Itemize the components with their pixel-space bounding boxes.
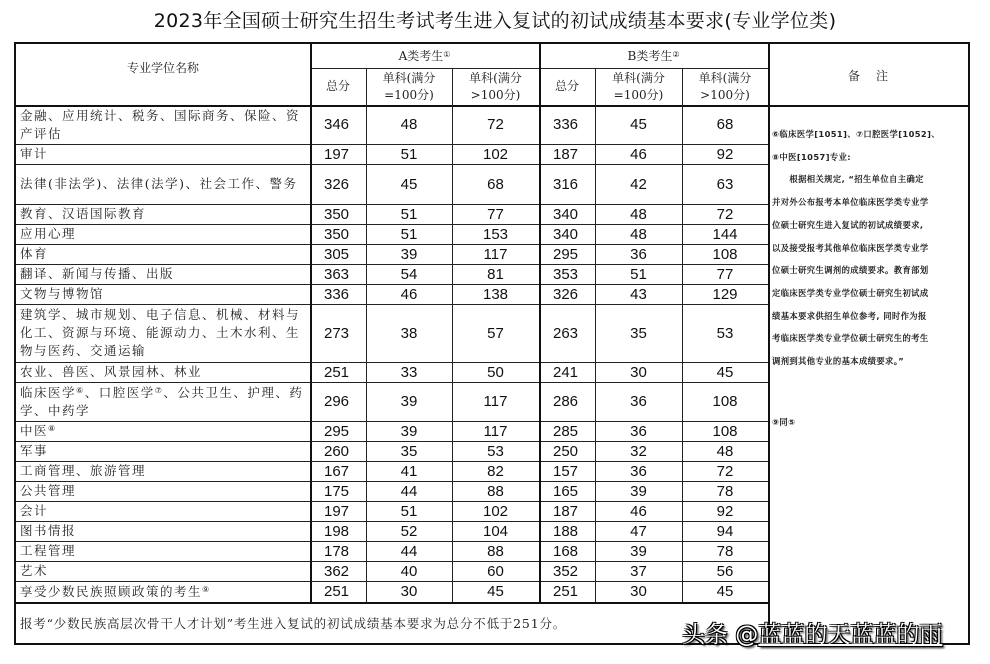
score-b-total: 352 <box>553 562 579 580</box>
score-table <box>14 42 970 645</box>
score-b-gt100: 68 <box>716 116 734 133</box>
score-a-eq100: 38 <box>400 324 418 342</box>
remarks-line: ⑧中医[1057]专业: <box>772 151 852 162</box>
header-group-b <box>539 44 768 68</box>
footnote-mark: ⑥ <box>76 385 85 395</box>
program-name: 艺术 <box>20 563 49 578</box>
score-a-total: 350 <box>324 205 350 223</box>
score-a-total: 295 <box>324 422 350 440</box>
score-a-eq100: 54 <box>400 265 418 283</box>
score-a-gt100: 50 <box>487 363 504 381</box>
score-b-eq100: 30 <box>630 583 647 600</box>
score-a-eq100: 44 <box>400 482 418 500</box>
score-a-total: 363 <box>324 265 350 283</box>
score-b-eq100: 51 <box>630 265 647 283</box>
header-b-single-gt100 <box>682 68 768 105</box>
score-a-total: 362 <box>324 562 350 580</box>
score-a-gt100: 117 <box>483 245 508 263</box>
score-b-total: 340 <box>553 225 579 243</box>
score-a-eq100: 41 <box>400 462 418 480</box>
row-divider <box>16 541 768 542</box>
score-a-eq100: 33 <box>400 363 418 381</box>
score-b-total: 263 <box>553 324 579 342</box>
program-name: 法律(非法学)、法律(法学)、社会工作、警务 <box>20 176 298 191</box>
header-line: >100分) <box>700 87 750 102</box>
score-b-total: 336 <box>553 116 579 133</box>
remarks-line: 以及接受报考其他单位临床医学类专业学 <box>772 242 929 253</box>
score-a-eq100: 51 <box>400 502 418 520</box>
header-program-name: 专业学位名称 <box>126 61 199 75</box>
remarks-note9: ⑨同⑤ <box>772 417 796 427</box>
program-name: 工商管理、旅游管理 <box>20 463 147 478</box>
score-a-gt100: 102 <box>482 502 509 520</box>
column-divider <box>682 68 683 602</box>
header-a-total: 总分 <box>325 79 350 93</box>
score-b-gt100: 129 <box>712 285 738 303</box>
watermark-handle: 蓝蓝的天蓝蓝的雨 <box>758 622 943 648</box>
row-divider <box>16 581 768 582</box>
header-line: >100分) <box>470 87 521 102</box>
row-divider <box>16 461 768 462</box>
row-divider <box>16 421 768 422</box>
score-b-eq100: 36 <box>630 422 647 440</box>
group-b-footnote-mark: ② <box>672 49 680 59</box>
column-divider <box>768 44 770 643</box>
program-name: 翻译、新闻与传播、出版 <box>20 266 175 281</box>
score-a-gt100: 68 <box>487 175 504 193</box>
score-b-eq100: 36 <box>630 393 647 410</box>
score-a-eq100: 30 <box>400 583 418 600</box>
table-row-name <box>16 581 310 602</box>
footnote-mark: ⑧ <box>48 424 57 433</box>
header-line: 单科(满分 <box>612 70 665 85</box>
program-name: 农业、兽医、风景园林、林业 <box>20 364 203 379</box>
program-name: 享受少数民族照顾政策的考生⑨ <box>20 583 211 599</box>
group-b-label: B类考生 <box>627 48 673 63</box>
score-a-gt100: 102 <box>482 145 509 163</box>
score-b-eq100: 42 <box>630 175 647 193</box>
score-b-total: 165 <box>553 482 579 500</box>
score-a-total: 336 <box>324 285 350 303</box>
footnote-mark: ⑨ <box>202 584 211 594</box>
score-a-eq100: 40 <box>400 562 418 580</box>
score-a-eq100: 39 <box>400 422 418 440</box>
score-b-eq100: 35 <box>630 324 647 342</box>
score-a-eq100: 52 <box>400 522 418 540</box>
program-name: 图书情报 <box>20 523 77 538</box>
row-divider <box>16 144 768 145</box>
row-divider <box>16 264 768 265</box>
score-a-eq100: 51 <box>400 205 418 223</box>
table-row-name <box>16 421 310 441</box>
program-name: 教育、汉语国际教育 <box>20 206 147 221</box>
score-b-gt100: 45 <box>716 363 734 381</box>
row-divider <box>16 481 768 482</box>
score-a-gt100: 138 <box>482 285 509 303</box>
score-b-eq100: 32 <box>630 442 647 460</box>
program-name: 中医⑧ <box>20 423 57 438</box>
score-b-gt100: 45 <box>716 583 734 600</box>
remarks-line: 调剂到其他专业的基本成绩要求。” <box>772 356 905 367</box>
score-a-eq100: 48 <box>400 116 418 133</box>
table-row-name <box>16 521 310 541</box>
program-name: 金融、应用统计、税务、国际商务、保险、资产评估 <box>20 107 301 141</box>
header-a-single-eq100 <box>366 68 452 105</box>
score-a-total: 296 <box>324 393 350 410</box>
header-a-single-gt100 <box>452 68 539 105</box>
table-row-name <box>16 264 310 284</box>
score-b-total: 241 <box>553 363 579 381</box>
score-b-eq100: 48 <box>630 205 647 223</box>
score-b-gt100: 78 <box>716 482 734 500</box>
column-divider <box>366 68 367 602</box>
score-b-total: 251 <box>553 583 579 600</box>
score-a-eq100: 44 <box>400 542 418 560</box>
score-b-eq100: 43 <box>630 285 647 303</box>
score-b-total: 353 <box>553 265 579 283</box>
row-divider <box>16 501 768 502</box>
table-row-name <box>16 284 310 304</box>
score-b-total: 187 <box>553 502 579 520</box>
footer-note: 报考“少数民族高层次骨干人才计划”考生进入复试的初试成绩基本要求为总分不低于251分。 <box>20 615 567 631</box>
score-a-total: 197 <box>324 502 350 520</box>
score-a-total: 251 <box>324 363 350 381</box>
header-remarks: 备 注 <box>847 69 890 83</box>
row-divider <box>16 362 768 363</box>
score-b-eq100: 46 <box>630 502 647 520</box>
score-a-eq100: 51 <box>400 145 418 163</box>
score-b-eq100: 36 <box>630 245 647 263</box>
remarks-line: 根据相关规定, “招生单位自主确定 <box>772 174 924 185</box>
score-a-total: 175 <box>324 482 350 500</box>
page-title: 2023年全国硕士研究生招生考试考生进入复试的初试成绩基本要求(专业学位类) <box>153 10 837 32</box>
remarks-line: 考临床医学类专业学位硕士研究生的考生 <box>772 333 929 344</box>
table-row-name <box>16 105 310 144</box>
score-a-total: 197 <box>324 145 350 163</box>
score-b-gt100: 53 <box>716 324 734 342</box>
header-line: =100分) <box>384 87 434 102</box>
program-name: 会计 <box>20 503 49 518</box>
row-divider <box>16 441 768 442</box>
score-b-eq100: 46 <box>630 145 647 163</box>
score-a-total: 260 <box>324 442 350 460</box>
score-b-eq100: 37 <box>630 562 647 580</box>
row-divider <box>16 164 768 165</box>
score-b-gt100: 48 <box>716 442 734 460</box>
score-a-total: 326 <box>324 175 350 193</box>
score-a-total: 167 <box>324 462 350 480</box>
score-a-gt100: 60 <box>487 562 504 580</box>
score-a-gt100: 81 <box>487 265 504 283</box>
score-a-gt100: 77 <box>487 205 504 223</box>
program-name: 体育 <box>20 246 49 261</box>
row-divider <box>16 602 768 604</box>
score-a-gt100: 117 <box>483 393 508 410</box>
table-row-name <box>16 224 310 244</box>
score-a-total: 350 <box>324 225 350 243</box>
score-a-eq100: 46 <box>400 285 418 303</box>
table-row-name <box>16 244 310 264</box>
header-b-single-eq100 <box>595 68 682 105</box>
column-divider <box>595 68 596 602</box>
score-b-eq100: 45 <box>630 116 647 133</box>
row-divider <box>16 382 768 383</box>
table-row-name <box>16 204 310 224</box>
score-b-gt100: 94 <box>716 522 734 540</box>
score-b-eq100: 47 <box>630 522 647 540</box>
program-name: 临床医学⑥、口腔医学⑦、公共卫生、护理、药学、中药学 <box>20 384 304 418</box>
score-a-total: 198 <box>324 522 350 540</box>
table-row-name <box>16 304 310 362</box>
table-row-name <box>16 541 310 561</box>
score-b-total: 157 <box>553 462 579 480</box>
score-a-gt100: 117 <box>483 422 508 440</box>
watermark <box>682 616 942 649</box>
score-a-gt100: 72 <box>487 116 504 133</box>
program-name: 审计 <box>20 146 49 161</box>
table-row-name <box>16 362 310 382</box>
score-a-eq100: 35 <box>400 442 418 460</box>
row-divider <box>16 284 768 285</box>
table-row-name <box>16 461 310 481</box>
group-a-footnote-mark: ① <box>443 49 451 59</box>
score-b-total: 250 <box>553 442 579 460</box>
column-divider <box>310 44 312 602</box>
score-a-gt100: 57 <box>487 324 504 342</box>
remarks-line: 绩基本要求供招生单位参考, 同时作为报 <box>772 310 927 321</box>
score-a-total: 346 <box>324 116 350 133</box>
column-divider <box>452 68 453 602</box>
score-b-gt100: 92 <box>716 502 734 520</box>
row-divider <box>16 224 768 225</box>
score-b-eq100: 30 <box>630 363 647 381</box>
score-b-total: 188 <box>553 522 579 540</box>
row-divider <box>16 105 970 107</box>
table-row-name <box>16 561 310 581</box>
program-name: 文物与博物馆 <box>20 286 105 301</box>
score-b-total: 187 <box>553 145 579 163</box>
score-a-gt100: 88 <box>487 482 504 500</box>
score-b-total: 285 <box>553 422 579 440</box>
score-b-eq100: 39 <box>630 542 647 560</box>
score-a-eq100: 51 <box>400 225 418 243</box>
score-a-total: 251 <box>324 583 350 600</box>
score-a-eq100: 45 <box>400 175 418 193</box>
row-divider <box>16 561 768 562</box>
score-b-gt100: 63 <box>716 175 734 193</box>
score-b-eq100: 36 <box>630 462 647 480</box>
score-b-gt100: 108 <box>712 393 738 410</box>
score-a-gt100: 45 <box>487 583 504 600</box>
score-b-gt100: 56 <box>716 562 734 580</box>
table-row-name <box>16 144 310 164</box>
table-row-name <box>16 441 310 461</box>
table-row-name <box>16 382 310 421</box>
score-a-eq100: 39 <box>400 393 418 410</box>
program-name: 公共管理 <box>20 483 77 498</box>
score-b-gt100: 144 <box>712 225 738 243</box>
row-divider <box>16 521 768 522</box>
score-b-eq100: 39 <box>630 482 647 500</box>
score-b-gt100: 77 <box>716 265 734 283</box>
remarks-line: ⑥临床医学[1051]、⑦口腔医学[1052]、 <box>772 129 940 139</box>
group-a-label: A类考生 <box>398 48 444 63</box>
row-divider <box>16 204 768 205</box>
footnote-mark: ⑦ <box>154 385 164 395</box>
table-row-name <box>16 481 310 501</box>
score-b-eq100: 48 <box>630 225 647 243</box>
row-divider <box>16 244 768 245</box>
table-row-name <box>16 501 310 521</box>
score-a-gt100: 88 <box>487 542 504 560</box>
score-a-gt100: 53 <box>487 442 504 460</box>
score-b-gt100: 78 <box>716 542 734 560</box>
header-line: 单科(满分 <box>698 70 752 85</box>
score-a-total: 305 <box>324 245 350 263</box>
score-a-eq100: 39 <box>400 245 418 263</box>
header-group-a <box>310 44 539 68</box>
score-b-total: 340 <box>553 205 579 223</box>
score-b-total: 286 <box>553 393 579 410</box>
program-name: 工程管理 <box>20 543 77 558</box>
column-divider <box>539 44 541 602</box>
score-b-gt100: 108 <box>712 245 738 263</box>
score-b-total: 168 <box>553 542 579 560</box>
remarks-line: 位硕士研究生进入复试的初试成绩要求, <box>772 219 924 230</box>
remarks-line: 定临床医学类专业学位硕士研究生初试成 <box>772 287 929 298</box>
program-name: 军事 <box>20 443 49 458</box>
score-a-gt100: 153 <box>482 225 509 243</box>
score-b-total: 295 <box>553 245 579 263</box>
table-row-name <box>16 164 310 204</box>
score-b-gt100: 108 <box>712 422 738 440</box>
score-a-total: 178 <box>324 542 350 560</box>
header-line: =100分) <box>613 87 664 102</box>
header-b-total: 总分 <box>554 79 579 93</box>
remarks-text <box>772 123 968 373</box>
score-b-gt100: 72 <box>716 205 734 223</box>
score-a-gt100: 82 <box>487 462 504 480</box>
header-line: 单科(满分 <box>469 70 522 85</box>
score-a-gt100: 104 <box>482 522 509 540</box>
score-b-gt100: 72 <box>716 462 734 480</box>
header-line: 单科(满分 <box>382 70 436 85</box>
score-b-gt100: 92 <box>716 145 734 163</box>
remarks-line: 并对外公布报考本单位临床医学类专业学 <box>772 197 929 208</box>
program-name: 应用心理 <box>20 226 77 241</box>
row-divider <box>16 304 768 305</box>
remarks-line: 位硕士研究生调剂的成绩要求。教育部划 <box>772 265 929 276</box>
watermark-prefix: 头条 @ <box>682 622 759 648</box>
score-b-total: 316 <box>553 175 579 193</box>
score-a-total: 273 <box>324 324 350 342</box>
score-b-total: 326 <box>553 285 579 303</box>
program-name: 建筑学、城市规划、电子信息、机械、材料与化工、资源与环境、能源动力、土木水利、生物与医药、交通运输 <box>20 307 301 358</box>
